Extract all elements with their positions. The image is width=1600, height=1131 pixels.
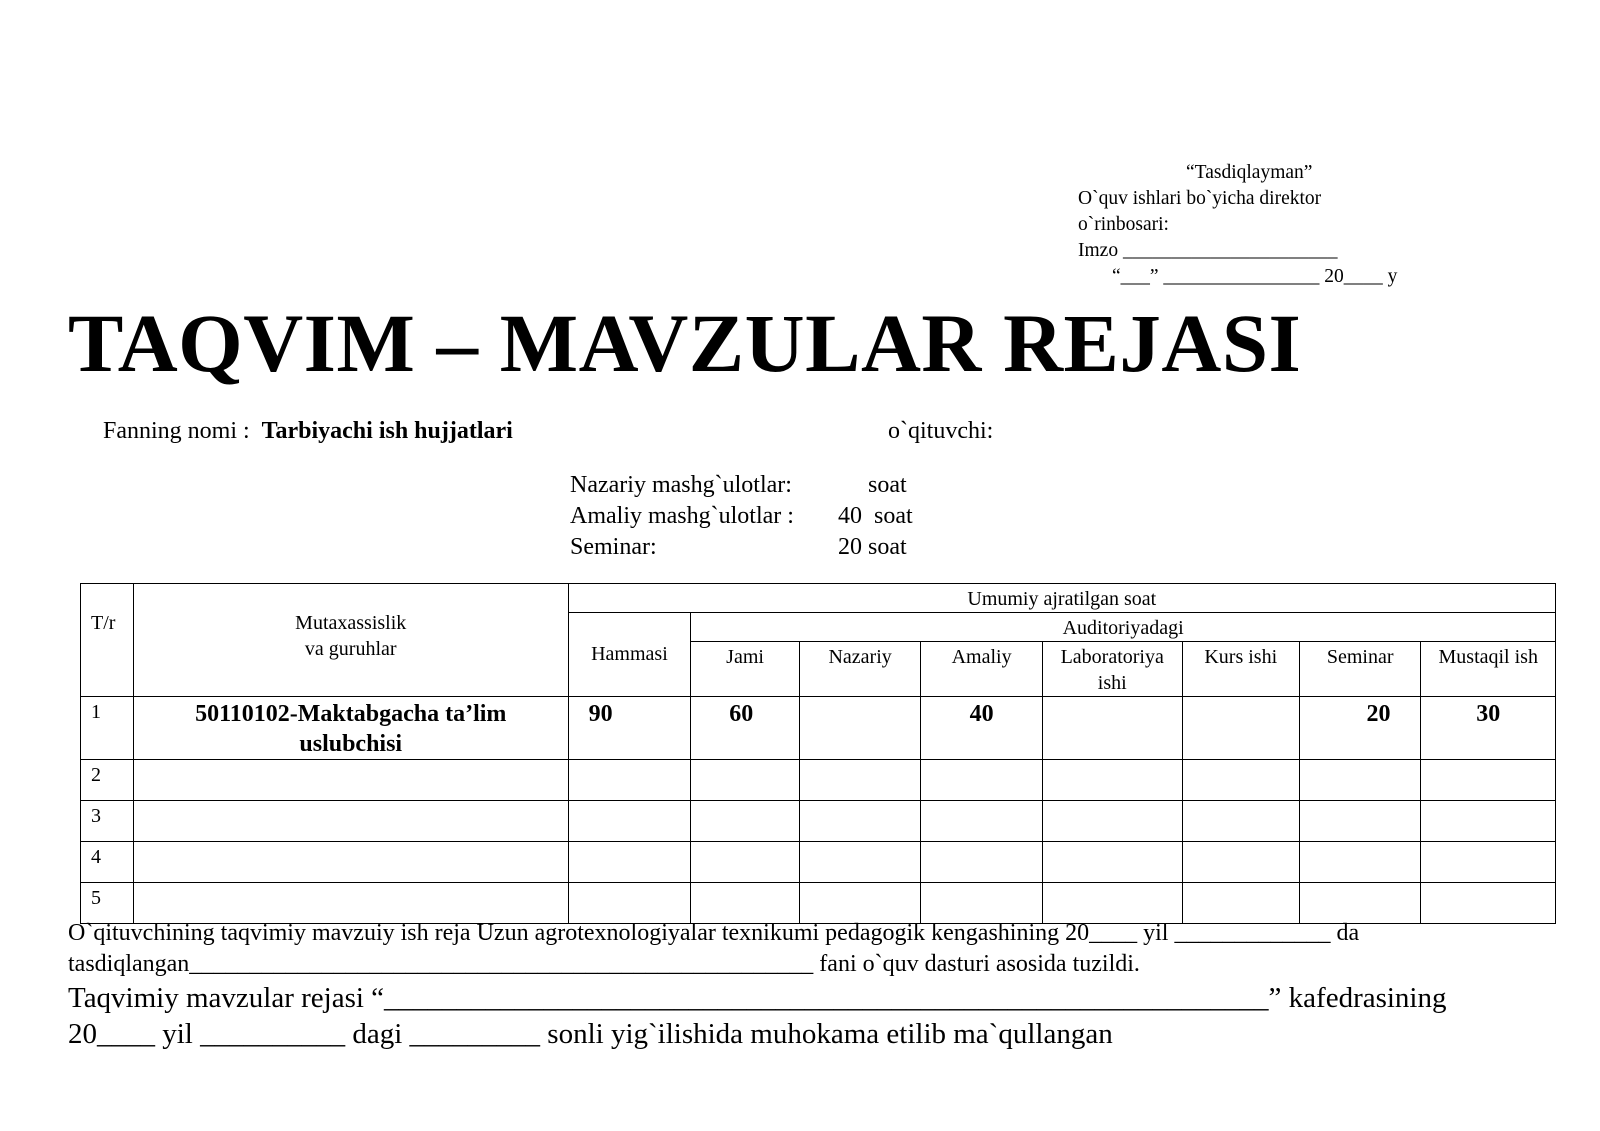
teacher-label: o`qituvchi: bbox=[888, 418, 994, 444]
row-number: 1 bbox=[81, 697, 134, 760]
document-title: TAQVIM – MAVZULAR REJASI bbox=[68, 297, 1302, 389]
row-kurs bbox=[1182, 842, 1299, 883]
footer-line: O`qituvchining taqvimiy mavzuiy ish reja Uzun agrotexnologiyalar texnikumi pedagogik kengashining 20____ yil _____________ da bbox=[68, 920, 1360, 946]
approval-signature-line: Imzo ______________________ bbox=[1078, 240, 1338, 261]
approval-date-line: “___” ________________ 20____ y bbox=[1112, 266, 1398, 287]
row-mustaqil bbox=[1421, 760, 1556, 801]
row-lab bbox=[1042, 801, 1182, 842]
footer-line: 20____ yil __________ dagi _________ sonli yig`ilishida muhokama etilib ma`qullangan bbox=[68, 1018, 1113, 1050]
header-nazariy: Nazariy bbox=[799, 642, 921, 697]
header-kurs: Kurs ishi bbox=[1182, 642, 1299, 697]
table-row bbox=[81, 801, 1556, 842]
subject-line bbox=[103, 418, 513, 445]
row-number: 4 bbox=[81, 842, 134, 883]
row-seminar bbox=[1299, 760, 1421, 801]
footer-line: Taqvimiy mavzular rejasi “_____________________________________________________________” kafedrasining bbox=[68, 982, 1447, 1014]
row-amaliy bbox=[921, 801, 1042, 842]
header-amaliy: Amaliy bbox=[921, 642, 1042, 697]
row-specialty: 50110102-Maktabgacha ta’lim uslubchisi bbox=[133, 697, 568, 760]
row-mustaqil bbox=[1421, 801, 1556, 842]
approval-position-line: O`quv ishlari bo`yicha direktor bbox=[1078, 188, 1322, 209]
row-seminar bbox=[1299, 842, 1421, 883]
row-hammasi bbox=[568, 760, 691, 801]
header-specialty: Mutaxassislik va guruhlar bbox=[133, 584, 568, 697]
row-kurs bbox=[1182, 697, 1299, 760]
subject-value: Tarbiyachi ish hujjatlari bbox=[261, 418, 513, 444]
header-auditorium: Auditoriyadagi bbox=[691, 613, 1556, 642]
row-nazariy bbox=[799, 842, 921, 883]
hours-value: soat bbox=[838, 472, 907, 498]
header-seminar: Seminar bbox=[1299, 642, 1421, 697]
row-amaliy: 40 bbox=[921, 697, 1042, 760]
approval-position-line-2: o`rinbosari: bbox=[1078, 214, 1169, 235]
table-row bbox=[81, 760, 1556, 801]
footer-approval-paragraph bbox=[68, 918, 1359, 980]
row-number: 5 bbox=[81, 883, 134, 924]
row-kurs bbox=[1182, 801, 1299, 842]
approval-quote: “Tasdiqlayman” bbox=[1186, 162, 1313, 183]
hours-label: Nazariy mashg`ulotlar: bbox=[570, 472, 792, 498]
row-nazariy bbox=[799, 801, 921, 842]
row-nazariy bbox=[799, 697, 921, 760]
row-mustaqil bbox=[1421, 842, 1556, 883]
hours-label: Seminar: bbox=[570, 534, 657, 560]
footer-discussion-paragraph bbox=[68, 980, 1447, 1052]
row-lab bbox=[1042, 760, 1182, 801]
header-hammasi: Hammasi bbox=[568, 613, 691, 697]
row-amaliy bbox=[921, 760, 1042, 801]
row-jami: 60 bbox=[691, 697, 800, 760]
table-row bbox=[81, 842, 1556, 883]
row-specialty bbox=[133, 801, 568, 842]
hours-label: Amaliy mashg`ulotlar : bbox=[570, 503, 794, 529]
footer-line: tasdiqlangan____________________________________________________ fani o`quv dasturi asosida tuzildi. bbox=[68, 951, 1140, 977]
row-jami bbox=[691, 801, 800, 842]
row-hammasi: 90 bbox=[568, 697, 691, 760]
header-jami: Jami bbox=[691, 642, 800, 697]
row-hammasi bbox=[568, 801, 691, 842]
header-mustaqil: Mustaqil ish bbox=[1421, 642, 1556, 697]
row-lab bbox=[1042, 697, 1182, 760]
row-specialty bbox=[133, 760, 568, 801]
row-seminar bbox=[1299, 801, 1421, 842]
row-specialty bbox=[133, 842, 568, 883]
approval-block bbox=[1078, 160, 1397, 290]
hours-value: 20 soat bbox=[838, 534, 907, 560]
row-amaliy bbox=[921, 842, 1042, 883]
row-number: 2 bbox=[81, 760, 134, 801]
row-seminar: 20 bbox=[1299, 697, 1421, 760]
row-hammasi bbox=[568, 842, 691, 883]
row-lab bbox=[1042, 842, 1182, 883]
header-tr: T/r bbox=[81, 584, 134, 697]
plan-table bbox=[80, 583, 1556, 924]
header-laboratoriya: Laboratoriya ishi bbox=[1042, 642, 1182, 697]
table-header-row bbox=[81, 584, 1556, 613]
row-mustaqil: 30 bbox=[1421, 697, 1556, 760]
row-number: 3 bbox=[81, 801, 134, 842]
row-kurs bbox=[1182, 760, 1299, 801]
hours-value: 40 soat bbox=[838, 503, 913, 529]
table-row bbox=[81, 697, 1556, 760]
row-mustaqil bbox=[1421, 883, 1556, 924]
header-total-hours: Umumiy ajratilgan soat bbox=[568, 584, 1555, 613]
subject-label: Fanning nomi : bbox=[103, 418, 250, 444]
row-jami bbox=[691, 760, 800, 801]
row-nazariy bbox=[799, 760, 921, 801]
row-jami bbox=[691, 842, 800, 883]
